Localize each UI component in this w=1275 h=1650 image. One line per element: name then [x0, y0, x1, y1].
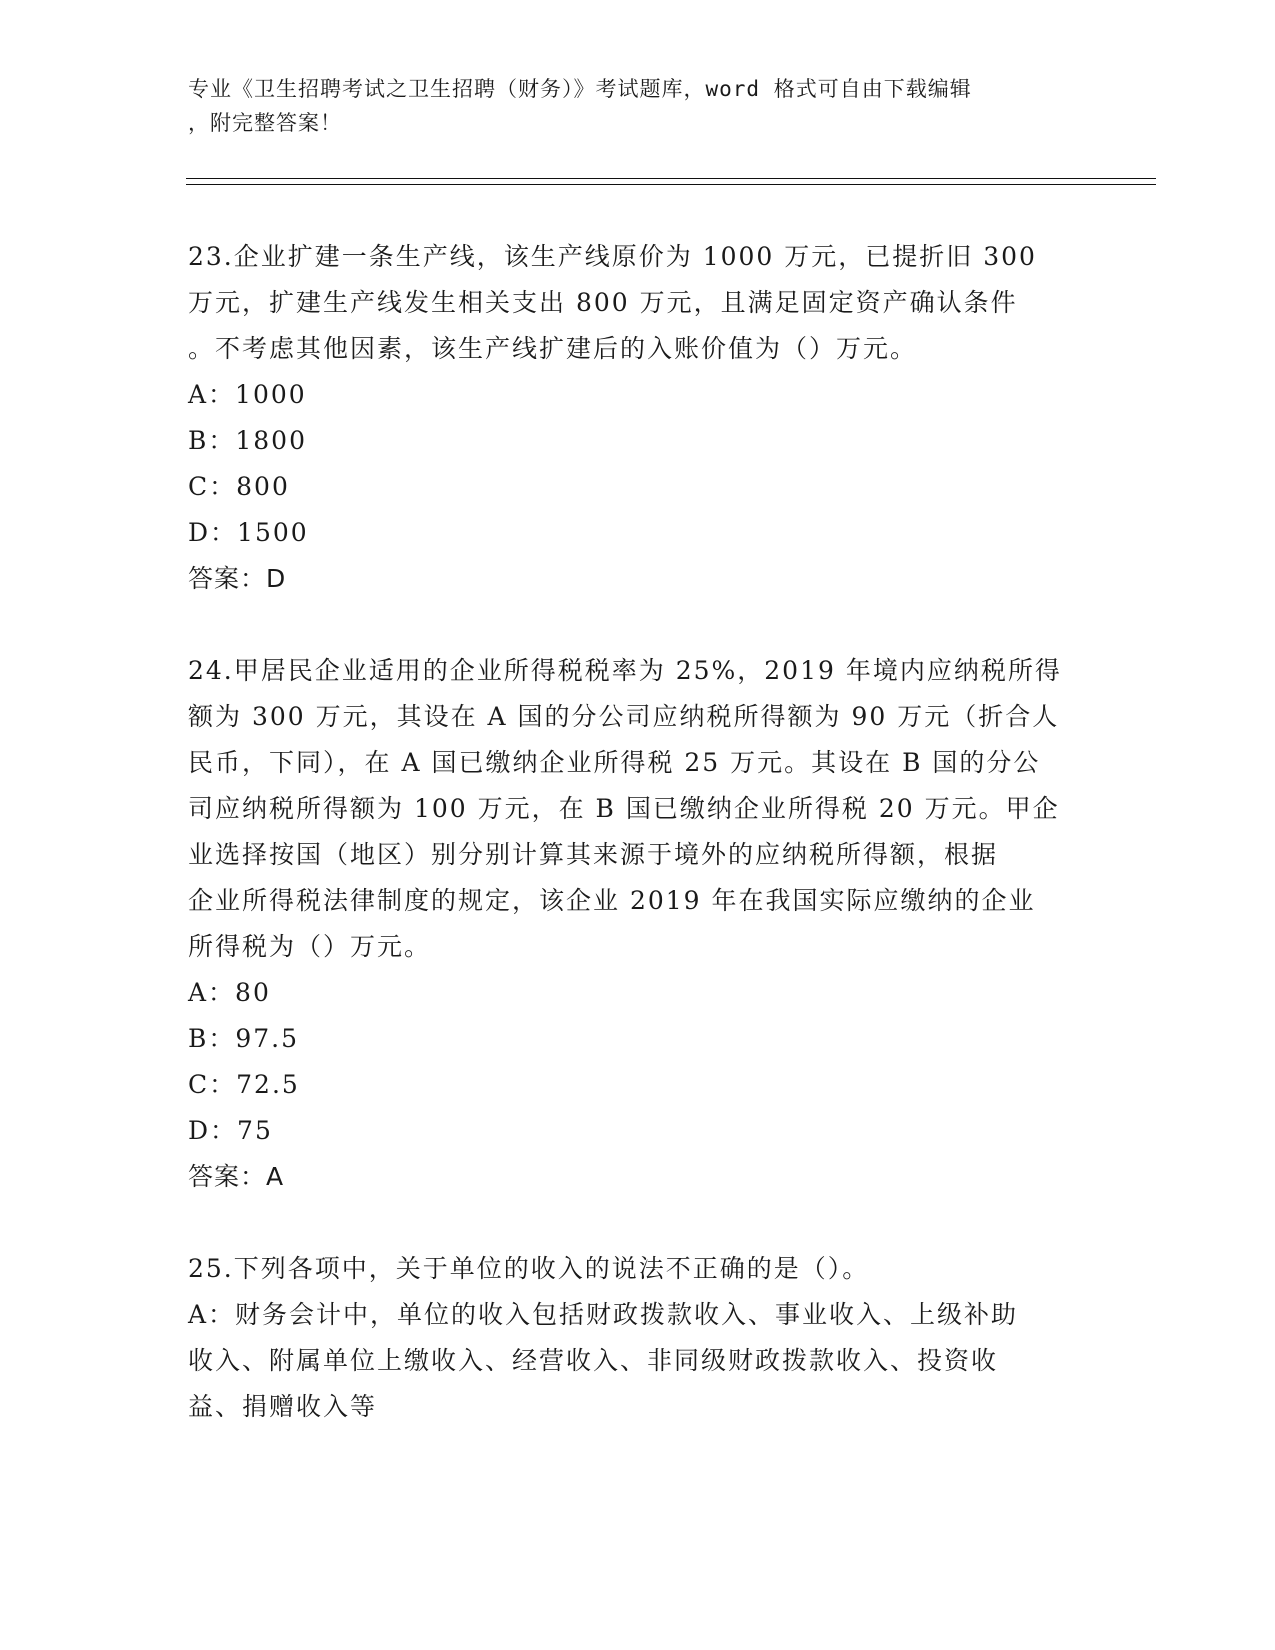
- option-c: C：72.5: [188, 1070, 300, 1099]
- question-24: [188, 648, 1088, 1200]
- question-text-line: 企业所得税法律制度的规定，该企业 2019 年在我国实际应缴纳的企业: [188, 886, 1036, 915]
- question-spacer: [188, 602, 1088, 648]
- option-a-continued: 收入、附属单位上缴收入、经营收入、非同级财政拨款收入、投资收: [188, 1346, 999, 1375]
- answer-label: 答案：D: [188, 564, 287, 593]
- question-text-line: 业选择按国（地区）别分别计算其来源于境外的应纳税所得额，根据: [188, 840, 999, 869]
- question-text-line: 24.甲居民企业适用的企业所得税税率为 25%，2019 年境内应纳税所得: [188, 656, 1062, 685]
- question-text-line: 民币，下同），在 A 国已缴纳企业所得税 25 万元。其设在 B 国的分公: [188, 748, 1041, 777]
- question-text-line: 额为 300 万元，其设在 A 国的分公司应纳税所得额为 90 万元（折合人: [188, 702, 1060, 731]
- question-text-line: 所得税为（）万元。: [188, 932, 432, 961]
- option-d: D：1500: [188, 518, 309, 547]
- question-text-line: 。不考虑其他因素，该生产线扩建后的入账价值为（）万元。: [188, 334, 918, 363]
- option-b: B：1800: [188, 426, 307, 455]
- question-23: [188, 234, 1088, 602]
- option-a: A：80: [188, 978, 271, 1007]
- question-list: [188, 234, 1088, 1430]
- option-c: C：800: [188, 472, 290, 501]
- question-text-line: 23.企业扩建一条生产线，该生产线原价为 1000 万元，已提折旧 300: [188, 242, 1037, 271]
- answer-label: 答案：A: [188, 1162, 285, 1191]
- option-b: B：97.5: [188, 1024, 300, 1053]
- question-spacer: [188, 1200, 1088, 1246]
- header-line: 专业《卫生招聘考试之卫生招聘（财务）》考试题库，word 格式可自由下载编辑: [188, 77, 972, 101]
- header-line: ，附完整答案！: [188, 111, 342, 135]
- option-a: A：1000: [188, 380, 307, 409]
- option-a: A：财务会计中，单位的收入包括财政拨款收入、事业收入、上级补助: [188, 1300, 1019, 1329]
- question-text-line: 25.下列各项中，关于单位的收入的说法不正确的是（）。: [188, 1254, 870, 1283]
- question-text-line: 司应纳税所得额为 100 万元，在 B 国已缴纳企业所得税 20 万元。甲企: [188, 794, 1060, 823]
- question-25: [188, 1246, 1088, 1430]
- document-header: [188, 72, 1078, 140]
- header-divider-bottom: [186, 184, 1156, 185]
- option-a-continued: 益、捐赠收入等: [188, 1392, 378, 1421]
- header-divider-top: [186, 178, 1156, 179]
- option-d: D：75: [188, 1116, 273, 1145]
- question-text-line: 万元，扩建生产线发生相关支出 800 万元，且满足固定资产确认条件: [188, 288, 1018, 317]
